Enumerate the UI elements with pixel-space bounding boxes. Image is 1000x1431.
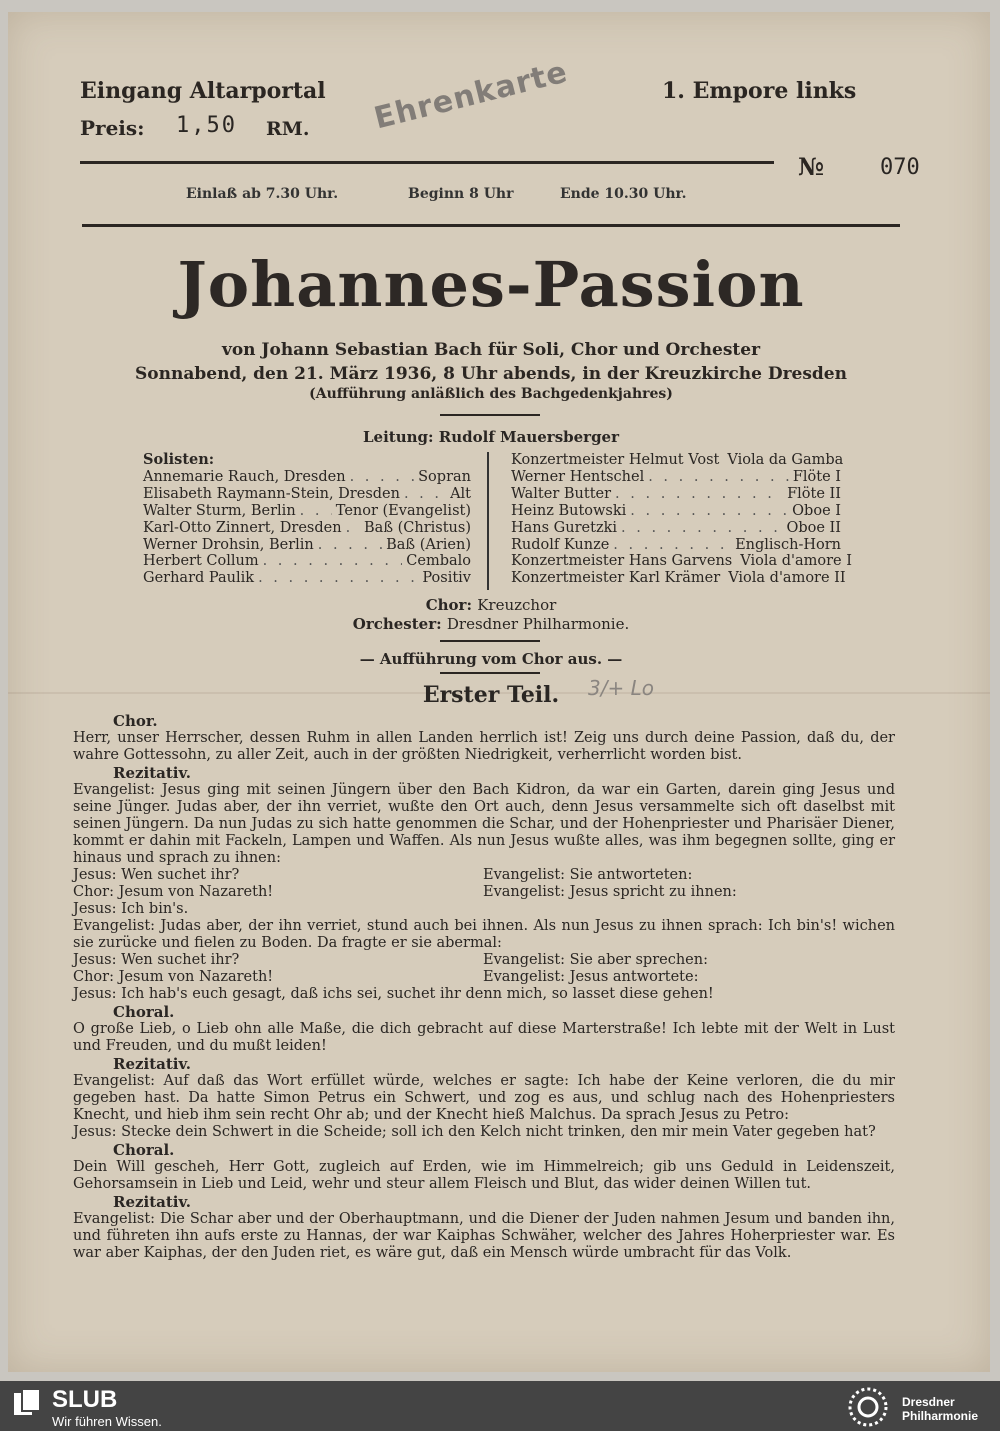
occasion-line: (Aufführung anläßlich des Bachgedenkjahres): [309, 386, 673, 402]
admission-time: Einlaß ab 7.30 Uhr.: [186, 186, 339, 202]
section-heading: Choral.: [113, 1141, 175, 1159]
ticket-number: 070: [880, 155, 920, 180]
header-rule: [80, 161, 774, 164]
dialogue-row: Jesus: Wen suchet ihr? Evangelist: Sie antworteten:: [73, 867, 693, 883]
libretto-paragraph: Dein Will gescheh, Herr Gott, zugleich auf Erden, wie im Himmelreich; gib uns Geduld in Leidenszeit, Gehorsamsein in Lieb und Leid, wehr und steur allem Fleisch und Blut, das wider deinen Willen tut.: [73, 1159, 895, 1192]
section-heading: Choral.: [113, 1003, 175, 1021]
slub-name: SLUB: [52, 1386, 118, 1413]
dialogue-row: Chor: Jesum von Nazareth! Evangelist: Jesus spricht zu ihnen:: [73, 884, 737, 900]
libretto-paragraph: Herr, unser Herrscher, dessen Ruhm in allen Landen herrlich ist! Zeig uns durch deine Passion, daß du, der wahre Gottessohn, zu aller Zeit, auch in der größten Niedrigkeit, verherrlicht worden bist.: [73, 730, 895, 763]
soloist-row: Werner Drohsin, Berlin . . . Baß (Arien): [143, 537, 471, 554]
note-divider: [440, 672, 540, 674]
part-title: Erster Teil.: [422, 682, 560, 708]
start-time: Beginn 8 Uhr: [408, 186, 514, 202]
soloist-row: Gerhard Paulik . . . Positiv: [143, 570, 471, 587]
soloists-right-column: [511, 452, 852, 587]
orchestra-line: [0, 615, 982, 633]
soloist-row: Herbert Collum . . . Cembalo: [143, 553, 471, 570]
performance-note: — Aufführung vom Chor aus. —: [359, 650, 623, 668]
instrumentalist-row: Konzertmeister Helmut Vost Viola da Gamba: [511, 452, 844, 468]
libretto-text: [73, 712, 895, 1262]
composer-line: von Johann Sebastian Bach für Soli, Chor und Orchester: [221, 340, 761, 360]
dialogue-row: Jesus: Wen suchet ihr? Evangelist: Sie aber sprechen:: [73, 952, 708, 968]
philharmonie-logo-text: Dresdner Philharmonie: [902, 1395, 979, 1423]
section-heading: Rezitativ.: [113, 1193, 191, 1211]
entrance-text: Eingang Altarportal: [80, 78, 326, 104]
slub-tagline: Wir führen Wissen.: [52, 1414, 162, 1429]
instrumentalist-row: Heinz Butowski . . . Oboe I: [511, 503, 841, 520]
seat-text: 1. Empore links: [662, 78, 857, 104]
pencil-annotation: 3/+ Lo: [588, 676, 654, 700]
price-value: 1,50: [176, 113, 237, 138]
soloists-heading: Solisten:: [143, 451, 215, 468]
libretto-paragraph: O große Lieb, o Lieb ohn alle Maße, die dich gebracht auf diese Marterstraße! Ich lebte mit der Welt in Lust und Freuden, und du mußt leiden!: [73, 1021, 895, 1054]
section-heading: Chor.: [113, 712, 158, 730]
instrumentalist-row: Walter Butter . . . Flöte II: [511, 486, 841, 503]
date-venue-line: Sonnabend, den 21. März 1936, 8 Uhr abends, in der Kreuzkirche Dresden: [135, 364, 847, 384]
libretto-paragraph: Evangelist: Jesus ging mit seinen Jüngern über den Bach Kidron, da war ein Garten, darein ging Jesus und seine Jünger. Judas aber, der ihn verriet, wußte den Ort auch, denn Jesus versammelte sich oft daselbst mit seinen Jüngern. Da nun Judas zu sich hatte genommen die Schar, und der Hohenpriester und Pharisäer Diener, kommt er dahin mit Fackeln, Lampen und Waffen. Als nun Jesus wußte alles, was ihm begegnen sollte, ging er hinaus und sprach zu ihnen:: [73, 782, 895, 866]
soloist-row: Karl-Otto Zinnert, Dresden . . . Baß (Christus): [143, 520, 471, 537]
section-heading: Rezitativ.: [113, 1055, 191, 1073]
orchestra-name: Dresdner Philharmonie.: [446, 615, 630, 633]
dialogue-line: Jesus: Ich hab's euch gesagt, daß ichs sei, suchet ihr denn mich, so lasset diese gehen!: [73, 986, 714, 1002]
section-heading: Rezitativ.: [113, 764, 191, 782]
libretto-paragraph: Evangelist: Judas aber, der ihn verriet, stund auch bei ihnen. Als nun Jesus zu ihnen sprach: Ich bin's! wichen sie zurücke und fielen zu Boden. Da fragte er sie abermal:: [73, 918, 895, 951]
end-time: Ende 10.30 Uhr.: [560, 186, 687, 202]
times-rule: [82, 224, 900, 227]
price-label: Preis:: [80, 116, 145, 140]
soloist-row: Elisabeth Raymann-Stein, Dresden . . . Alt: [143, 486, 471, 503]
dialogue-line: Jesus: Ich bin's.: [73, 901, 189, 917]
work-title: Johannes-Passion: [177, 248, 805, 321]
ensemble-divider: [440, 640, 540, 642]
conductor-name: Rudolf Mauersberger: [438, 428, 620, 446]
conductor-label: Leitung:: [362, 428, 434, 446]
soloist-row: Annemarie Rauch, Dresden . . . Sopran: [143, 469, 471, 486]
instrumentalist-row: Hans Guretzki . . . Oboe II: [511, 520, 841, 537]
instrumentalist-row: Konzertmeister Karl Krämer Viola d'amore II: [511, 570, 846, 587]
soloist-row: Walter Sturm, Berlin . . . Tenor (Evangelist): [143, 503, 471, 520]
libretto-paragraph: Evangelist: Auf daß das Wort erfüllet würde, welches er sagte: Ich habe der Keine verloren, die du mir gegeben hast. Da hatte Simon Petrus ein Schwert, und zog es aus, und schlug nach des Hohenpriesters Knecht, und hieb ihm sein recht Ohr ab; und der Knecht hieß Malchus. Da sprach Jesus zu Petro:: [73, 1073, 895, 1123]
instrumentalist-row: Konzertmeister Hans Garvens Viola d'amore I: [511, 553, 852, 570]
number-label: №: [798, 152, 825, 181]
currency: RM.: [266, 118, 310, 140]
soloists-left-column: [143, 452, 471, 587]
instrumentalist-row: Werner Hentschel . . . Flöte I: [511, 469, 841, 486]
slub-logo-icon: [12, 1387, 44, 1417]
orchestra-label: Orchester:: [352, 615, 442, 633]
choir-line: [0, 596, 982, 614]
dialogue-line: Jesus: Stecke dein Schwert in die Scheide; soll ich den Kelch nicht trinken, den mir mein Vater gegeben hat?: [73, 1124, 876, 1140]
conductor-line: [0, 428, 982, 446]
honorary-ticket-stamp: Ehrenkarte: [370, 54, 572, 137]
soloists-divider: [487, 452, 489, 590]
choir-label: Chor:: [425, 596, 472, 614]
title-divider: [440, 414, 540, 416]
philharmonie-logo-icon: [842, 1383, 894, 1431]
libretto-paragraph: Evangelist: Die Schar aber und der Oberhauptmann, und die Diener der Juden nahmen Jesum und banden ihn, und führeten ihn aufs erste zu Hannas, der war Kaiphas Schwäher, welcher des Jahres Hoherpriester war. Es war aber Kaiphas, der den Juden riet, es wäre gut, daß ein Mensch würde umbracht für das Volk.: [73, 1211, 895, 1261]
choir-name: Kreuzchor: [477, 596, 557, 614]
dialogue-row: Chor: Jesum von Nazareth! Evangelist: Jesus antwortete:: [73, 969, 699, 985]
instrumentalist-row: Rudolf Kunze . . . Englisch-Horn: [511, 537, 841, 554]
